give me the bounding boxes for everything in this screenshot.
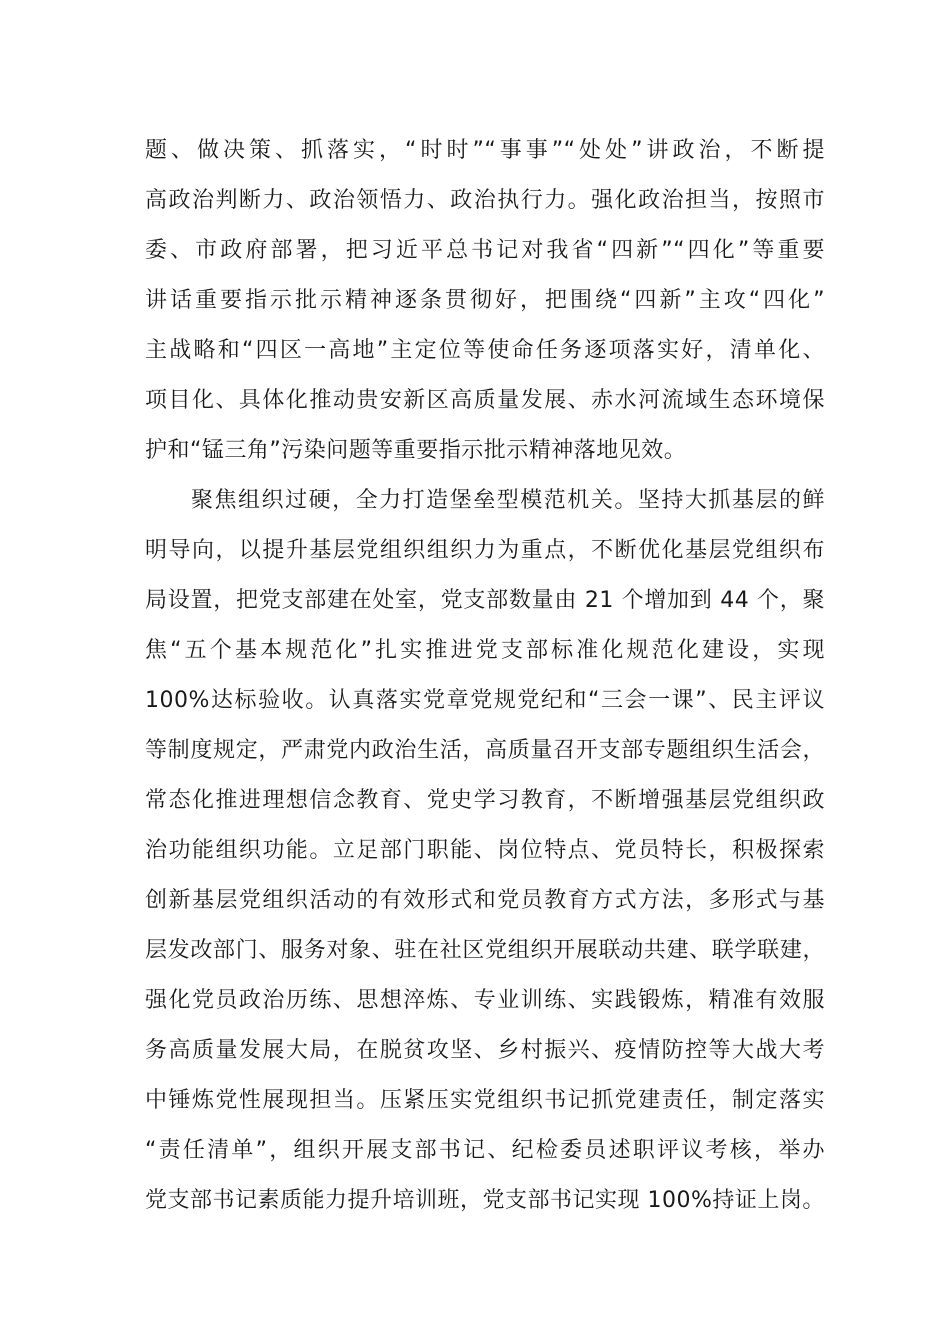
text-line: 题、做决策、抓落实，“时时”“事事”“处处”讲政治，不断提 [145,138,825,163]
text-line: 局设置，把党支部建在处室，党支部数量由 21 个增加到 44 个，聚 [145,588,825,613]
text-line: 强化党员政治历练、思想淬炼、专业训练、实践锻炼，精准有效服 [145,988,825,1013]
text-line: 高政治判断力、政治领悟力、政治执行力。强化政治担当，按照市 [145,188,825,213]
text-line: 委、市政府部署，把习近平总书记对我省“四新”“四化”等重要 [145,238,825,263]
text-line: 层发改部门、服务对象、驻在社区党组织开展联动共建、联学联建， [145,938,825,963]
text-line: 常态化推进理想信念教育、党史学习教育，不断增强基层党组织政 [145,788,825,813]
text-line: 中锤炼党性展现担当。压紧压实党组织书记抓党建责任，制定落实 [145,1088,825,1113]
text-line: 党支部书记素质能力提升培训班，党支部书记实现 100%持证上岗。 [145,1188,825,1213]
text-line: 明导向，以提升基层党组织组织力为重点，不断优化基层党组织布 [145,538,825,563]
text-line: 等制度规定，严肃党内政治生活，高质量召开支部专题组织生活会， [145,738,825,763]
text-line: 项目化、具体化推动贵安新区高质量发展、赤水河流域生态环境保 [145,388,825,413]
text-line: 创新基层党组织活动的有效形式和党员教育方式方法，多形式与基 [145,888,825,913]
text-line: 100%达标验收。认真落实党章党规党纪和“三会一课”、民主评议 [145,688,825,713]
text-line: 聚焦组织过硬，全力打造堡垒型模范机关。坚持大抓基层的鲜 [191,488,825,513]
text-line: 主战略和“四区一高地”主定位等使命任务逐项落实好，清单化、 [145,338,825,363]
text-line: “责任清单”，组织开展支部书记、纪检委员述职评议考核，举办 [145,1138,825,1163]
text-line: 治功能组织功能。立足部门职能、岗位特点、党员特长，积极探索 [145,838,825,863]
text-line: 焦“五个基本规范化”扎实推进党支部标准化规范化建设，实现 [145,638,825,663]
text-line: 护和“锰三角”污染问题等重要指示批示精神落地见效。 [145,438,687,463]
text-line: 讲话重要指示批示精神逐条贯彻好，把围绕“四新”主攻“四化” [145,288,825,313]
text-line: 务高质量发展大局，在脱贫攻坚、乡村振兴、疫情防控等大战大考 [145,1038,825,1063]
